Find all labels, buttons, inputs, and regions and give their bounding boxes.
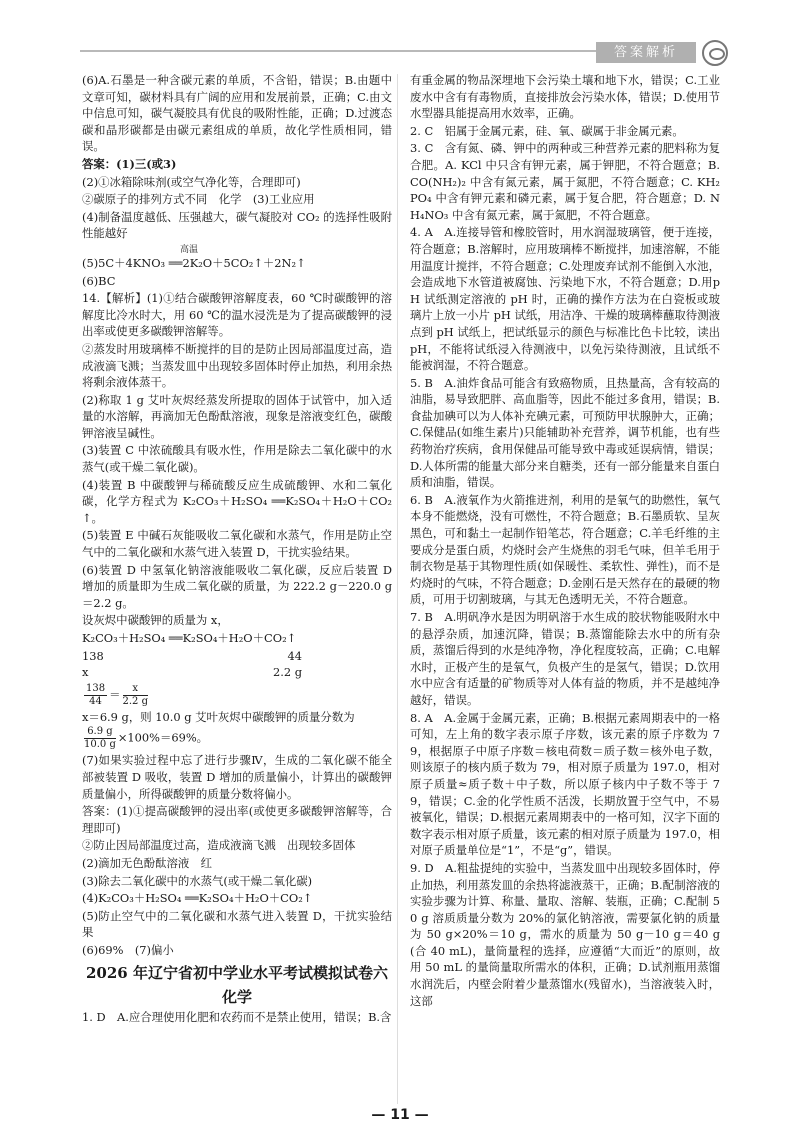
fraction: $\frac{6.9 g}{10.0 g}$ xyxy=(84,726,116,751)
paragraph: 14.【解析】(1)①结合碳酸钾溶解度表，60 ℃时碳酸钾的溶解度比冷水时大，用 60 ℃的温水浸洗是为了提高碳酸钾的浸出率或使更多碳酸钾溶解等。 xyxy=(82,291,392,339)
section-title: 2026 年辽宁省初中学业水平考试模拟试卷六 xyxy=(86,963,388,982)
paragraph: (7)如果实验过程中忘了进行步骤Ⅳ，生成的二氧化碳不能全部被装置 D 吸收，装置 D 增加的质量偏小，计算出的碳酸钾质量偏小，所得碳酸钾的质量分数将偏小。 xyxy=(82,753,392,801)
equation-line: K₂CO₃＋H₂SO₄ ══K₂SO₄＋H₂O＋CO₂↑ xyxy=(82,631,297,645)
paragraph: 9. D A.粗盐提纯的实验中，当蒸发皿中出现较多固体时，停止加热，利用蒸发皿的余热将滤液蒸干，正确；B.配制溶液的实验步骤为计算、称量、量取、溶解、装瓶，正确；C.配制 50 g 溶质质量分数为 20%的氯化钠溶液，需要氯化钠的质量为 50 g×20%＝10 g，需水的质量为 50 g－10 g＝40 g(合 40 mL)，量筒量程的选择，应遵循“大而近”的原则，故用 50 mL 的量筒量取所需水的体积，正确；D.试剂瓶用蒸馏水润洗后，内壁会附着少量蒸馏水(残留水)，当溶液装入时，这部 xyxy=(410,860,720,1008)
answer-line: 答案：(1)①提高碳酸钾的浸出率(或使更多碳酸钾溶解等，合理即可) xyxy=(82,804,392,835)
equation-line xyxy=(82,246,392,272)
percent-line: $\frac{6.9 g}{10.0 g}$ ×100%＝69%。 xyxy=(84,726,209,751)
paragraph: 8. A A.金属于金属元素，正确；B.根据元素周期表中的一格可知，左上角的数字表示原子序数，该元素的原子序数为 79，根据原子中原子序数＝核电荷数＝质子数＝核外电子数，则该原子的核内质子数为 79，相对原子质量为 197.0，相对原子质量≈质子数＋中子数，所以原子核内中子数不等于 79，错误；C.金的化学性质不活泼，长期放置于空气中，不易被氧化，错误；D.根据元素周期表中的一格可知，汉字下面的数字表示相对原子质量，该元素的相对原子质量为 197.0，相对原子质量单位是“1”，不是“g”，错误。 xyxy=(410,710,720,858)
calc-value: 2.2 g xyxy=(272,665,302,680)
answer-line: (4)制备温度越低、压强越大，碳气凝胶对 CO₂ 的选择性吸附性能越好 xyxy=(82,209,392,241)
paragraph: 7. B A.明矾净水是因为明矾溶于水生成的胶状物能吸附水中的悬浮杂质，加速沉降，错误；B.蒸馏能除去水中的所有杂质，蒸馏后得到的水是纯净物，净化程度较高，正确；C.电解水时，正极产生的是氧气，负极产生的是氢气，错误；D.饮用水中应含有适量的矿物质等对人体有益的物质，并不是越纯净越好，错误。 xyxy=(410,610,720,707)
answer-heading: 答案：(1)三(或3) xyxy=(82,156,177,171)
paragraph: (3)装置 C 中浓硫酸具有吸水性，作用是除去二氧化碳中的水蒸气(或干燥二氧化碳)。 xyxy=(82,443,392,475)
column-divider xyxy=(397,74,398,1104)
left-column xyxy=(82,72,392,1026)
paragraph: 4. A A.连接导管和橡胶管时，用水润湿玻璃管，便于连接，符合题意；B.溶解时，应用玻璃棒不断搅拌，加速溶解，不能用温度计搅拌，不符合题意；C.处理废弃试剂不能倒入水池，会造成地下水管道被腐蚀、污染地下水，不符合题意；D.用pH 试纸测定溶液的 pH 时，正确的操作方法为在白瓷板或玻璃片上放一小片 pH 试纸，用洁净、干燥的玻璃棒蘸取待测液点到 pH 试纸上，把试纸显示的颜色与标准比色卡比较，读出 pH，不能将试纸浸入待测液中，以免污染待测液，且试纸不能被润湿，不符合题意。 xyxy=(410,225,720,373)
paragraph: 2. C 铝属于金属元素，硅、氧、碳属于非金属元素。 xyxy=(410,123,684,138)
paragraph: 3. C 含有氮、磷、钾中的两种或三种营养元素的肥料称为复合肥。A. KCl 中只含有钾元素，属于钾肥，不符合题意；B. CO(NH₂)₂ 中含有氮元素，属于氮肥，不符合题意；C. KH₂PO₄ 中含有钾元素和磷元素，属于复合肥，符合题意；D. NH₄NO₃ 中含有氮元素，属于氮肥，不符合题意。 xyxy=(410,141,720,222)
proportion-line: $\frac{138}{44}$ ＝ $\frac{x}{2.2 g}$ xyxy=(86,682,148,707)
equation-text: (5)5C＋4KNO₃ ══2K₂O＋5CO₂↑＋2N₂↑ xyxy=(82,255,306,270)
fraction: $\frac{138}{44}$ xyxy=(86,682,106,707)
calc-row xyxy=(82,664,302,681)
calc-value: 44 xyxy=(287,648,302,663)
paragraph: (5)装置 E 中碱石灰能吸收二氧化碳和水蒸气，作用是防止空气中的二氧化碳和水蒸气进入装置 D，干扰实验结果。 xyxy=(82,528,392,560)
paragraph: 6. B A.液氧作为火箭推进剂，利用的是氧气的助燃性，氧气本身不能燃烧，没有可燃性，不符合题意；B.石墨质软、呈灰黑色，可和黏土一起制作铅笔芯，符合题意；C.羊毛纤维的主要成分是蛋白质，灼烧时会产生烧焦的羽毛气味，但羊毛用于制衣物是基于其物理性质(如保暖性、柔软性、弹性)，而不是灼烧时的气味，不符合题意；D.金刚石是天然存在的最硬的物质，可用于切割玻璃，与其无色透明无关，不符合题意。 xyxy=(410,492,720,607)
paragraph: (4)装置 B 中碳酸钾与稀硫酸反应生成硫酸钾、水和二氧化碳，化学方程式为 K₂CO₃＋H₂SO₄ ══K₂SO₄＋H₂O＋CO₂↑。 xyxy=(82,477,392,525)
answer-line: (4)K₂CO₃＋H₂SO₄ ══K₂SO₄＋H₂O＋CO₂↑ xyxy=(82,891,313,906)
answer-line: ②防止因局部温度过高，造成液滴飞溅 出现较多固体 xyxy=(82,838,356,853)
calc-value: x xyxy=(82,665,89,680)
right-column xyxy=(410,72,720,1010)
answer-line: (2)滴加无色酚酞溶液 红 xyxy=(82,855,213,870)
answer-line: ②碳原子的排列方式不同 化学 (3)工业应用 xyxy=(82,192,315,207)
reaction-condition: 高温 xyxy=(180,244,199,255)
logo-icon xyxy=(702,40,728,66)
answer-line: (2)①冰箱除味剂(或空气净化等，合理即可) xyxy=(82,174,301,189)
paragraph: (2)称取 1 g 艾叶灰烬经蒸发所提取的固体于试管中，加入适量的水溶解，再滴加无色酚酞溶液，现象是溶液变红色，碳酸钾溶液呈碱性。 xyxy=(82,392,392,440)
fraction: $\frac{x}{2.2 g}$ xyxy=(122,682,148,707)
page-number: — 11 — xyxy=(371,1107,429,1123)
answer-line: (3)除去二氧化碳中的水蒸气(或干燥二氧化碳) xyxy=(82,873,313,888)
answer-line: (6)69% (7)偏小 xyxy=(82,942,174,957)
section-subtitle: 化学 xyxy=(221,987,252,1006)
paragraph: (6)装置 D 中氢氧化钠溶液能吸收二氧化碳，反应后装置 D 增加的质量即为生成二氧化碳的质量，为 222.2 g－220.0 g＝2.2 g。 xyxy=(82,562,392,610)
paragraph: (6)A.石墨是一种含碳元素的单质，不含铅，错误；B.由题中文章可知，碳材料具有广阔的应用和发展前景，正确；C.由文中信息可知，碳气凝胶具有优良的吸附性能，正确；D.过渡态碳和晶形碳都是由碳元素组成的单质，故化学性质相同，错误。 xyxy=(82,73,392,154)
answer-line: (5)防止空气中的二氧化碳和水蒸气进入装置 D，干扰实验结果 xyxy=(82,908,392,940)
calc-row xyxy=(82,648,302,665)
paragraph: 1. D A.应合理使用化肥和农药而不是禁止使用，错误；B.含 xyxy=(82,1009,392,1024)
paragraph: 设灰烬中碳酸钾的质量为 x， xyxy=(82,613,229,628)
paragraph: 5. B A.油炸食品可能含有致癌物质，且热量高，含有较高的油脂，易导致肥胖、高血脂等，因此不能过多食用，错误；B.食盐加碘可以为人体补充碘元素，可预防甲状腺肿大，正确；C.保健品(如维生素片)只能辅助补充营养，调节机能，也有些药物治疗疾病，食用保健品可能导致中毒或延误病情，错误；D.人体所需的能量大部分来自糖类，还有一部分能量来自蛋白质和油脂，错误。 xyxy=(410,375,720,490)
header-tab: 答案解析 xyxy=(596,42,696,63)
calc-value: 138 xyxy=(82,648,104,663)
paragraph: x＝6.9 g，则 10.0 g 艾叶灰烬中碳酸钾的质量分数为 xyxy=(82,709,355,724)
paragraph: 有重金属的物品深埋地下会污染土壤和地下水，错误；C.工业废水中含有有毒物质，直接排放会污染水体，错误；D.使用节水型器具能提高用水效率，正确。 xyxy=(410,73,720,121)
paragraph: ②蒸发时用玻璃棒不断搅拌的目的是防止因局部温度过高，造成液滴飞溅；当蒸发皿中出现较多固体时停止加热，利用余热将剩余液体蒸干。 xyxy=(82,341,392,390)
answer-line: (6)BC xyxy=(82,273,116,288)
